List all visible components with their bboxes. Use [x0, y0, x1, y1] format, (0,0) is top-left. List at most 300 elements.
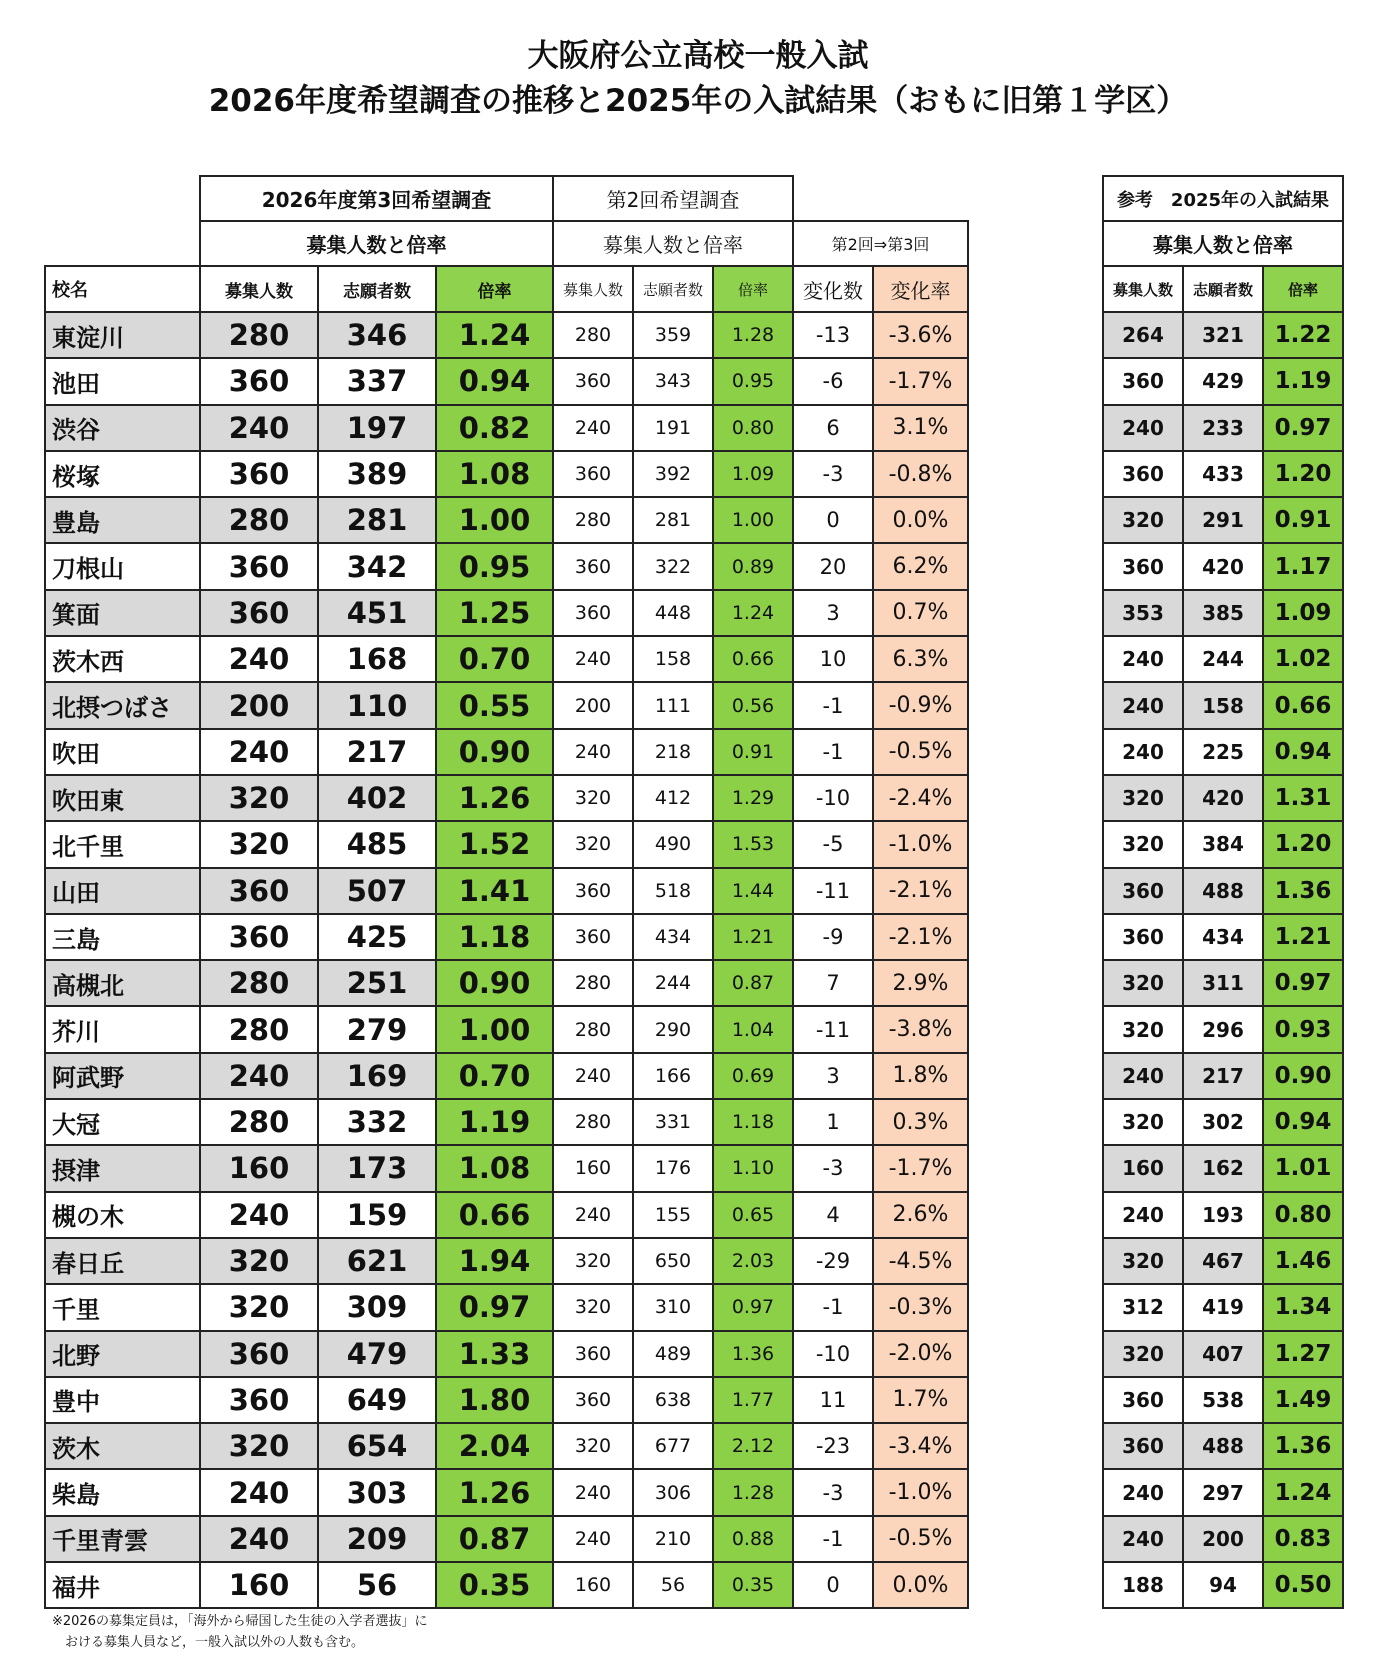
- applicants-2025-cell: 244: [1183, 636, 1263, 682]
- applicants-2025-cell: 488: [1183, 1423, 1263, 1469]
- ratio-2025-cell: 1.20: [1263, 451, 1343, 497]
- change-count-cell: -10: [793, 1331, 873, 1377]
- ratio-2025-cell: 0.91: [1263, 497, 1343, 543]
- applicants-3-cell: 402: [318, 775, 436, 821]
- applicants-2-cell: 281: [633, 497, 713, 543]
- ratio-2025-cell: 1.34: [1263, 1284, 1343, 1330]
- capacity-2-cell: 280: [553, 1099, 633, 1145]
- capacity-ratio-header-3: 募集人数と倍率: [200, 221, 553, 266]
- change-rate-cell: -1.7%: [873, 358, 968, 404]
- ratio-2025-cell: 1.17: [1263, 543, 1343, 589]
- table-row: [45, 682, 968, 728]
- applicants-2-cell: 56: [633, 1562, 713, 1608]
- capacity-2-cell: 280: [553, 312, 633, 358]
- applicants-2025-cell: 200: [1183, 1516, 1263, 1562]
- applicants-2-cell: 244: [633, 960, 713, 1006]
- ratio-2-cell: 1.28: [713, 1469, 793, 1515]
- table-row: [45, 636, 968, 682]
- change-rate-cell: 2.6%: [873, 1192, 968, 1238]
- applicants-2025-cell: 538: [1183, 1377, 1263, 1423]
- capacity-2025-cell: 353: [1103, 590, 1183, 636]
- capacity-3-cell: 320: [200, 1238, 318, 1284]
- capacity-3-cell: 200: [200, 682, 318, 728]
- ratio-3-cell: 1.00: [436, 1006, 553, 1052]
- ratio-2025-cell: 0.93: [1263, 1006, 1343, 1052]
- table-row: [45, 1053, 968, 1099]
- applicants2025-column-header: 志願者数: [1183, 266, 1263, 312]
- applicants-3-cell: 168: [318, 636, 436, 682]
- change-rate-column-header: 変化率: [873, 266, 968, 312]
- table-row: [45, 1562, 968, 1608]
- applicants-3-cell: 169: [318, 1053, 436, 1099]
- applicants-2025-cell: 217: [1183, 1053, 1263, 1099]
- capacity-2025-cell: 160: [1103, 1145, 1183, 1191]
- table-row: [1103, 1331, 1343, 1377]
- school-name-cell: 三島: [45, 914, 200, 960]
- ratio-2-cell: 0.97: [713, 1284, 793, 1330]
- footnote-line1: ※2026の募集定員は，「海外から帰国した生徒の入学者選抜」に: [52, 1614, 428, 1629]
- capacity-3-cell: 320: [200, 1284, 318, 1330]
- school-name-cell: 豊中: [45, 1377, 200, 1423]
- table-row: [1103, 1192, 1343, 1238]
- change-rate-cell: -3.6%: [873, 312, 968, 358]
- main-table: [44, 175, 969, 1609]
- table-row: [45, 821, 968, 867]
- school-name-cell: 福井: [45, 1562, 200, 1608]
- capacity-2-cell: 360: [553, 1331, 633, 1377]
- capacity-2025-cell: 240: [1103, 729, 1183, 775]
- table-row: [1103, 451, 1343, 497]
- school-name-cell: 槻の木: [45, 1192, 200, 1238]
- title-line2: 2026年度希望調査の推移と2025年の入試結果（おもに旧第１学区）: [208, 83, 1188, 119]
- ratio-3-cell: 0.35: [436, 1562, 553, 1608]
- table-row: [45, 497, 968, 543]
- ratio-2-cell: 0.95: [713, 358, 793, 404]
- applicants-2-cell: 650: [633, 1238, 713, 1284]
- change-count-cell: 11: [793, 1377, 873, 1423]
- change-count-cell: -1: [793, 1516, 873, 1562]
- applicants-2-cell: 343: [633, 358, 713, 404]
- ratio-2025-cell: 1.36: [1263, 1423, 1343, 1469]
- change-count-cell: 3: [793, 1053, 873, 1099]
- capacity-2025-cell: 320: [1103, 960, 1183, 1006]
- reference-header: 参考 2025年の入試結果: [1103, 176, 1343, 221]
- capacity-2-cell: 240: [553, 729, 633, 775]
- applicants-2025-cell: 162: [1183, 1145, 1263, 1191]
- survey2-header: 第2回希望調査: [553, 176, 793, 221]
- title-line1: 大阪府公立高校一般入試: [527, 38, 869, 74]
- change-count-cell: -10: [793, 775, 873, 821]
- capacity-2025-cell: 320: [1103, 1238, 1183, 1284]
- ratio-3-cell: 0.87: [436, 1516, 553, 1562]
- table-row: [45, 1469, 968, 1515]
- capacity-2025-cell: 240: [1103, 636, 1183, 682]
- capacity-3-cell: 160: [200, 1562, 318, 1608]
- change-count-cell: 3: [793, 590, 873, 636]
- change-count-cell: 6: [793, 405, 873, 451]
- change-rate-cell: 1.7%: [873, 1377, 968, 1423]
- capacity-column-header: 募集人数: [200, 266, 318, 312]
- ratio-2-cell: 0.87: [713, 960, 793, 1006]
- ratio-2-cell: 1.77: [713, 1377, 793, 1423]
- applicants-3-cell: 346: [318, 312, 436, 358]
- capacity-3-cell: 360: [200, 358, 318, 404]
- ratio-3-cell: 1.26: [436, 1469, 553, 1515]
- ratio-3-cell: 1.24: [436, 312, 553, 358]
- school-name-cell: 北摂つばさ: [45, 682, 200, 728]
- capacity-2-cell: 240: [553, 405, 633, 451]
- school-column-header: 校名: [45, 266, 200, 312]
- ratio-3-cell: 0.97: [436, 1284, 553, 1330]
- capacity-2-cell: 360: [553, 868, 633, 914]
- applicants-3-cell: 389: [318, 451, 436, 497]
- applicants-3-cell: 281: [318, 497, 436, 543]
- applicants-3-cell: 197: [318, 405, 436, 451]
- applicants-3-cell: 654: [318, 1423, 436, 1469]
- table-row: [45, 914, 968, 960]
- change-rate-cell: -1.0%: [873, 1469, 968, 1515]
- change-rate-cell: -0.3%: [873, 1284, 968, 1330]
- table-row: [45, 1284, 968, 1330]
- ratio-2025-cell: 1.21: [1263, 914, 1343, 960]
- capacity-2-cell: 360: [553, 451, 633, 497]
- school-name-cell: 阿武野: [45, 1053, 200, 1099]
- change-count-cell: 0: [793, 1562, 873, 1608]
- ratio-2025-cell: 0.90: [1263, 1053, 1343, 1099]
- table-row: [45, 960, 968, 1006]
- ratio-2-cell: 0.80: [713, 405, 793, 451]
- ratio-2-cell: 0.66: [713, 636, 793, 682]
- school-name-cell: 豊島: [45, 497, 200, 543]
- applicants-2025-cell: 302: [1183, 1099, 1263, 1145]
- capacity-3-cell: 240: [200, 729, 318, 775]
- table-row: [45, 868, 968, 914]
- ratio-3-cell: 0.70: [436, 1053, 553, 1099]
- ratio-3-cell: 1.08: [436, 1145, 553, 1191]
- change-rate-cell: 0.0%: [873, 497, 968, 543]
- school-name-cell: 摂津: [45, 1145, 200, 1191]
- capacity-2025-cell: 240: [1103, 1053, 1183, 1099]
- ratio-3-cell: 1.41: [436, 868, 553, 914]
- change-count-cell: -3: [793, 451, 873, 497]
- ratio-2-cell: 1.04: [713, 1006, 793, 1052]
- ratio-2-cell: 1.10: [713, 1145, 793, 1191]
- capacity-2025-cell: 320: [1103, 1006, 1183, 1052]
- applicants-2025-cell: 407: [1183, 1331, 1263, 1377]
- applicants-2025-cell: 225: [1183, 729, 1263, 775]
- ratio-2025-cell: 1.02: [1263, 636, 1343, 682]
- capacity-2-cell: 280: [553, 497, 633, 543]
- ratio-2025-cell: 1.19: [1263, 358, 1343, 404]
- capacity-3-cell: 320: [200, 821, 318, 867]
- capacity-3-cell: 320: [200, 775, 318, 821]
- table-row: [1103, 312, 1343, 358]
- applicants-2-cell: 218: [633, 729, 713, 775]
- applicants-2-cell: 322: [633, 543, 713, 589]
- applicants-2-cell: 176: [633, 1145, 713, 1191]
- table-row: [45, 1377, 968, 1423]
- capacity-2-cell: 240: [553, 1053, 633, 1099]
- change-rate-cell: -2.4%: [873, 775, 968, 821]
- applicants-2-cell: 359: [633, 312, 713, 358]
- table-row: [1103, 914, 1343, 960]
- capacity-2-cell: 320: [553, 1423, 633, 1469]
- capacity-3-cell: 360: [200, 590, 318, 636]
- capacity-2-cell: 320: [553, 1238, 633, 1284]
- change-rate-cell: -4.5%: [873, 1238, 968, 1284]
- ratio-2-cell: 1.36: [713, 1331, 793, 1377]
- school-name-cell: 池田: [45, 358, 200, 404]
- applicants-2025-cell: 296: [1183, 1006, 1263, 1052]
- capacity-2-cell: 360: [553, 358, 633, 404]
- change-rate-cell: 0.7%: [873, 590, 968, 636]
- survey3-header: 2026年度第3回希望調査: [200, 176, 553, 221]
- table-row: [45, 543, 968, 589]
- change-rate-cell: 6.3%: [873, 636, 968, 682]
- capacity-2025-cell: 360: [1103, 358, 1183, 404]
- ratio-3-cell: 1.25: [436, 590, 553, 636]
- table-row: [45, 358, 968, 404]
- ratio-2-cell: 1.29: [713, 775, 793, 821]
- ratio-2025-cell: 1.36: [1263, 868, 1343, 914]
- table-row: [45, 405, 968, 451]
- applicants-2-cell: 306: [633, 1469, 713, 1515]
- applicants-3-cell: 649: [318, 1377, 436, 1423]
- change-rate-cell: -0.9%: [873, 682, 968, 728]
- table-row: [45, 775, 968, 821]
- school-name-cell: 吹田: [45, 729, 200, 775]
- school-name-cell: 千里青雲: [45, 1516, 200, 1562]
- table-row: [45, 1006, 968, 1052]
- ratio-2025-cell: 0.94: [1263, 729, 1343, 775]
- applicants-3-cell: 425: [318, 914, 436, 960]
- change-rate-cell: -3.4%: [873, 1423, 968, 1469]
- table-row: [1103, 1284, 1343, 1330]
- table-row: [1103, 543, 1343, 589]
- ratio-2-cell: 2.03: [713, 1238, 793, 1284]
- applicants-2-cell: 155: [633, 1192, 713, 1238]
- capacity-ratio-header-2: 募集人数と倍率: [553, 221, 793, 266]
- change-count-cell: 4: [793, 1192, 873, 1238]
- ratio-2025-cell: 1.27: [1263, 1331, 1343, 1377]
- table-row: [1103, 729, 1343, 775]
- table-row: [1103, 682, 1343, 728]
- change-header: 第2回⇒第3回: [793, 221, 968, 266]
- applicants-2025-cell: 420: [1183, 775, 1263, 821]
- school-name-cell: 山田: [45, 868, 200, 914]
- ratio-3-cell: 1.08: [436, 451, 553, 497]
- table-row: [1103, 1145, 1343, 1191]
- capacity-2025-cell: 188: [1103, 1562, 1183, 1608]
- applicants-3-cell: 337: [318, 358, 436, 404]
- change-count-cell: -1: [793, 1284, 873, 1330]
- change-rate-cell: 6.2%: [873, 543, 968, 589]
- ratio-column-header: 倍率: [436, 266, 553, 312]
- school-name-cell: 渋谷: [45, 405, 200, 451]
- ratio-2025-cell: 0.83: [1263, 1516, 1343, 1562]
- ratio-2025-cell: 0.50: [1263, 1562, 1343, 1608]
- applicants-3-cell: 342: [318, 543, 436, 589]
- ratio-3-cell: 0.82: [436, 405, 553, 451]
- capacity-2-cell: 360: [553, 590, 633, 636]
- ratio-2025-cell: 0.97: [1263, 960, 1343, 1006]
- capacity-2025-cell: 360: [1103, 451, 1183, 497]
- table-row: [45, 1516, 968, 1562]
- ratio-2025-cell: 0.97: [1263, 405, 1343, 451]
- ratio-2-cell: 1.18: [713, 1099, 793, 1145]
- school-name-cell: 箕面: [45, 590, 200, 636]
- ratio-2025-cell: 0.94: [1263, 1099, 1343, 1145]
- capacity-2-cell: 360: [553, 1377, 633, 1423]
- change-rate-cell: -2.1%: [873, 868, 968, 914]
- applicants-2025-cell: 385: [1183, 590, 1263, 636]
- applicants-2025-cell: 291: [1183, 497, 1263, 543]
- capacity-2-cell: 200: [553, 682, 633, 728]
- capacity-3-cell: 240: [200, 1053, 318, 1099]
- applicants-2-cell: 448: [633, 590, 713, 636]
- school-name-cell: 北野: [45, 1331, 200, 1377]
- applicants-3-cell: 309: [318, 1284, 436, 1330]
- applicants-2-cell: 518: [633, 868, 713, 914]
- capacity-2025-cell: 320: [1103, 497, 1183, 543]
- ratio-2-cell: 1.21: [713, 914, 793, 960]
- capacity-2025-cell: 240: [1103, 1469, 1183, 1515]
- capacity-2025-cell: 360: [1103, 1377, 1183, 1423]
- ratio-2-cell: 0.88: [713, 1516, 793, 1562]
- table-row: [45, 729, 968, 775]
- school-name-cell: 柴島: [45, 1469, 200, 1515]
- school-name-cell: 芥川: [45, 1006, 200, 1052]
- capacity-2-cell: 240: [553, 1469, 633, 1515]
- ratio-2-cell: 1.44: [713, 868, 793, 914]
- ratio-3-cell: 0.70: [436, 636, 553, 682]
- capacity-3-cell: 360: [200, 1331, 318, 1377]
- capacity-2025-cell: 320: [1103, 821, 1183, 867]
- capacity-2-cell: 320: [553, 821, 633, 867]
- ratio-2025-cell: 1.20: [1263, 821, 1343, 867]
- ratio-2025-cell: 1.31: [1263, 775, 1343, 821]
- ratio-2-cell: 0.91: [713, 729, 793, 775]
- table-row: [1103, 590, 1343, 636]
- change-count-cell: 1: [793, 1099, 873, 1145]
- capacity-3-cell: 240: [200, 405, 318, 451]
- applicants-3-cell: 279: [318, 1006, 436, 1052]
- applicants-2025-cell: 311: [1183, 960, 1263, 1006]
- change-rate-cell: 2.9%: [873, 960, 968, 1006]
- capacity-2-cell: 240: [553, 636, 633, 682]
- table-row: [1103, 1469, 1343, 1515]
- change-count-cell: -11: [793, 868, 873, 914]
- capacity-2025-cell: 360: [1103, 543, 1183, 589]
- capacity-3-cell: 280: [200, 1099, 318, 1145]
- ratio-3-cell: 1.00: [436, 497, 553, 543]
- applicants-2-cell: 489: [633, 1331, 713, 1377]
- applicants-2025-cell: 434: [1183, 914, 1263, 960]
- table-row: [1103, 1516, 1343, 1562]
- school-name-cell: 高槻北: [45, 960, 200, 1006]
- table-row: [1103, 405, 1343, 451]
- ratio-2025-cell: 1.24: [1263, 1469, 1343, 1515]
- applicants-2-cell: 434: [633, 914, 713, 960]
- change-count-cell: -23: [793, 1423, 873, 1469]
- ratio-2025-cell: 1.01: [1263, 1145, 1343, 1191]
- change-rate-cell: -0.5%: [873, 1516, 968, 1562]
- change-count-cell: -1: [793, 729, 873, 775]
- ratio-3-cell: 0.66: [436, 1192, 553, 1238]
- applicants-2-cell: 677: [633, 1423, 713, 1469]
- capacity-2-cell: 160: [553, 1145, 633, 1191]
- ratio-2-cell: 0.65: [713, 1192, 793, 1238]
- ratio-2-cell: 1.00: [713, 497, 793, 543]
- capacity-3-cell: 160: [200, 1145, 318, 1191]
- ratio-2025-cell: 0.80: [1263, 1192, 1343, 1238]
- school-name-cell: 茨木: [45, 1423, 200, 1469]
- capacity-2025-cell: 240: [1103, 682, 1183, 728]
- table-row: [1103, 1238, 1343, 1284]
- table-row: [45, 1099, 968, 1145]
- applicants-2-cell: 166: [633, 1053, 713, 1099]
- ratio-3-cell: 0.55: [436, 682, 553, 728]
- ratio-2025-cell: 0.66: [1263, 682, 1343, 728]
- ratio-3-cell: 1.52: [436, 821, 553, 867]
- ratio-2-cell: 1.24: [713, 590, 793, 636]
- ratio-2025-cell: 1.22: [1263, 312, 1343, 358]
- capacity-3-cell: 240: [200, 1469, 318, 1515]
- capacity-3-cell: 240: [200, 1192, 318, 1238]
- table-row: [1103, 497, 1343, 543]
- applicants-2025-cell: 429: [1183, 358, 1263, 404]
- applicants-2-cell: 290: [633, 1006, 713, 1052]
- table-row: [45, 1423, 968, 1469]
- applicants-2025-cell: 467: [1183, 1238, 1263, 1284]
- applicants-3-cell: 332: [318, 1099, 436, 1145]
- capacity-ratio-header-2025: 募集人数と倍率: [1103, 221, 1343, 266]
- applicants-2025-cell: 419: [1183, 1284, 1263, 1330]
- table-row: [1103, 1423, 1343, 1469]
- applicants-2025-cell: 158: [1183, 682, 1263, 728]
- ratio-2025-cell: 1.46: [1263, 1238, 1343, 1284]
- capacity-2025-cell: 320: [1103, 1099, 1183, 1145]
- change-rate-cell: -1.0%: [873, 821, 968, 867]
- table-row: [45, 1331, 968, 1377]
- table-row: [45, 1238, 968, 1284]
- capacity-3-cell: 280: [200, 960, 318, 1006]
- ratio2025-column-header: 倍率: [1263, 266, 1343, 312]
- ratio-3-cell: 2.04: [436, 1423, 553, 1469]
- applicants-2-cell: 331: [633, 1099, 713, 1145]
- applicants-2-cell: 412: [633, 775, 713, 821]
- change-count-cell: -13: [793, 312, 873, 358]
- change-rate-cell: -2.0%: [873, 1331, 968, 1377]
- capacity-3-cell: 360: [200, 1377, 318, 1423]
- applicants-2025-cell: 94: [1183, 1562, 1263, 1608]
- capacity-2-cell: 160: [553, 1562, 633, 1608]
- applicants-3-cell: 56: [318, 1562, 436, 1608]
- school-name-cell: 刀根山: [45, 543, 200, 589]
- capacity-2-cell: 320: [553, 775, 633, 821]
- ratio-3-cell: 0.95: [436, 543, 553, 589]
- capacity-2-cell: 240: [553, 1516, 633, 1562]
- change-count-cell: 20: [793, 543, 873, 589]
- change-rate-cell: 3.1%: [873, 405, 968, 451]
- ratio-3-cell: 1.94: [436, 1238, 553, 1284]
- change-count-cell: -1: [793, 682, 873, 728]
- change-rate-cell: 0.3%: [873, 1099, 968, 1145]
- change-count-cell: -5: [793, 821, 873, 867]
- table-row: [1103, 1053, 1343, 1099]
- school-name-cell: 茨木西: [45, 636, 200, 682]
- capacity-2025-cell: 360: [1103, 914, 1183, 960]
